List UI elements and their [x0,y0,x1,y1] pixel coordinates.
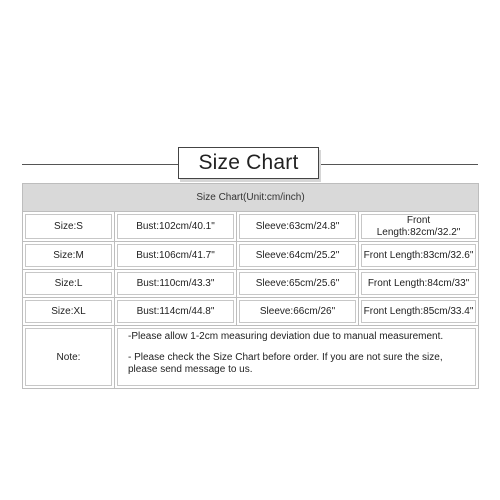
note-line-check-size: - Please check the Size Chart before order. If you are not sure the size, please send message to us. [128,352,443,375]
front-length-cell: Front Length:84cm/33" [361,272,476,295]
bust-cell: Bust:102cm/40.1" [117,214,234,239]
size-chart-header [0,145,500,185]
table-caption-row [23,184,479,212]
bust-cell: Bust:110cm/43.3" [117,272,234,295]
bust-cell: Bust:106cm/41.7" [117,244,234,267]
table-row [23,212,479,242]
front-length-cell: Front Length:82cm/32.2" [361,214,476,239]
table-row [23,298,479,326]
note-line-deviation: -Please allow 1-2cm measuring deviation due to manual measurement. [128,331,444,342]
note-label: Note: [25,328,112,386]
table-row [23,270,479,298]
table-caption: Size Chart(Unit:cm/inch) [23,184,479,212]
sleeve-cell: Sleeve:64cm/25.2" [239,244,356,267]
table-row-note [23,326,479,389]
header-title-box [178,147,319,179]
size-cell: Size:XL [25,300,112,323]
size-cell: Size:M [25,244,112,267]
bust-cell: Bust:114cm/44.8" [117,300,234,323]
size-chart-table [22,183,479,389]
size-cell: Size:L [25,272,112,295]
sleeve-cell: Sleeve:66cm/26" [239,300,356,323]
note-text [117,328,476,386]
table-row [23,242,479,270]
front-length-cell: Front Length:83cm/32.6" [361,244,476,267]
size-cell: Size:S [25,214,112,239]
page-title: Size Chart [198,151,299,174]
header-rule-left [22,164,178,165]
front-length-cell: Front Length:85cm/33.4" [361,300,476,323]
sleeve-cell: Sleeve:63cm/24.8" [239,214,356,239]
sleeve-cell: Sleeve:65cm/25.6" [239,272,356,295]
header-rule-right [321,164,478,165]
